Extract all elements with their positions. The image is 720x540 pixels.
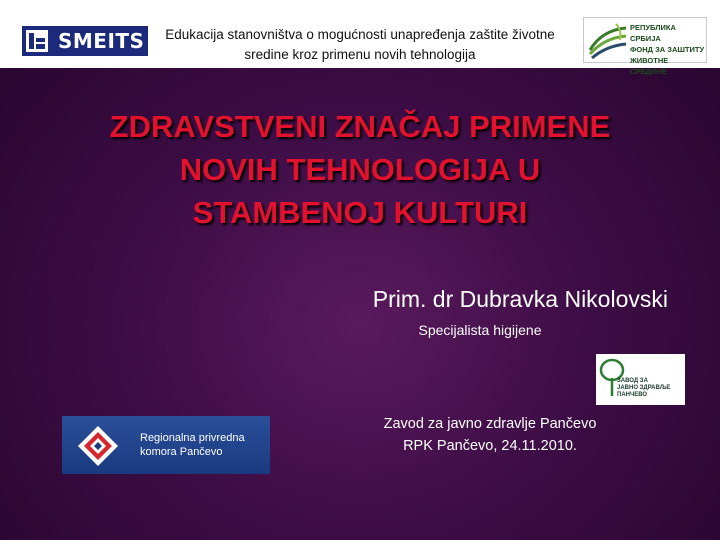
- institution-block: [340, 413, 640, 457]
- institution-name: Zavod za javno zdravlje Pančevo: [383, 416, 597, 432]
- author-role: Specijalista higijene: [418, 322, 542, 338]
- header-banner: [0, 0, 720, 76]
- zavod-logo: [596, 354, 685, 405]
- smeits-mark-icon: [26, 30, 48, 52]
- presentation-date: RPK Pančevo, 24.11.2010.: [403, 438, 577, 454]
- slide-title: ZDRAVSTVENI ZNAČAJ PRIMENE NOVIH TEHNOLOGIJA U STAMBENOJ KULTURI: [109, 109, 611, 230]
- fund-logo: [583, 17, 707, 76]
- author-name: Prim. dr Dubravka Nikolovski: [372, 286, 668, 312]
- rpk-logo: [62, 416, 270, 474]
- rpk-logo-text: Regionalna privredna komora Pančevo: [140, 432, 245, 458]
- header-subtitle: Edukacija stanovništva o mogućnosti unapređenja zaštite životne sredine kroz primenu novih tehnologija: [165, 27, 555, 62]
- smeits-logo-text: SMEITS: [58, 29, 145, 53]
- zavod-logo-text: ЗАВОД ЗА ЈАВНО ЗДРАВЉЕ ПАНЧЕВО: [617, 378, 671, 398]
- leaf-swirl-icon: [586, 20, 630, 60]
- smeits-logo: [22, 26, 148, 56]
- diamond-icon: [76, 424, 120, 468]
- fund-logo-text: РЕПУБЛИКА СРБИЈА ФОНД ЗА ЗАШТИТУ ЖИВОТНЕ СРЕДИНЕ: [630, 23, 705, 76]
